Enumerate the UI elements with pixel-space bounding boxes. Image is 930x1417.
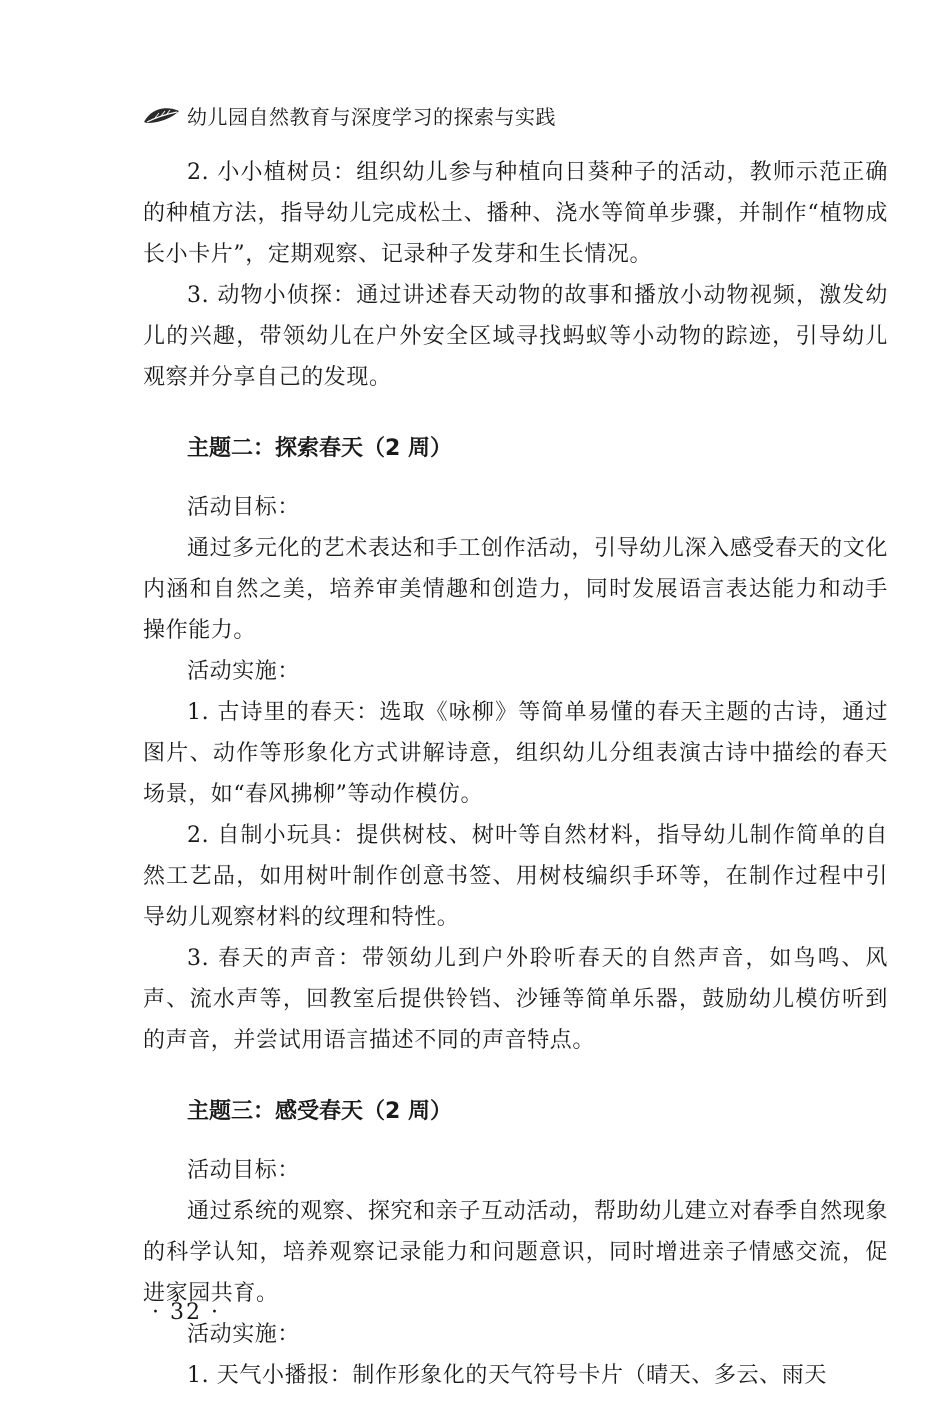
paragraph: 通过多元化的艺术表达和手工创作活动，引导幼儿深入感受春天的文化内涵和自然之美，培养审美情趣和创造力，同时发展语言表达能力和动手操作能力。	[143, 536, 888, 643]
paragraph: 1. 天气小播报：制作形象化的天气符号卡片（晴天、多云、雨天	[187, 1363, 827, 1388]
paragraph: 通过系统的观察、探究和亲子互动活动，帮助幼儿建立对春季自然现象的科学认知，培养观察记录能力和问题意识，同时增进亲子情感交流，促进家园共育。	[143, 1199, 888, 1306]
paragraph: 1. 古诗里的春天：选取《咏柳》等简单易懂的春天主题的古诗，通过图片、动作等形象化方式讲解诗意，组织幼儿分组表演古诗中描绘的春天场景，如“春风拂柳”等动作模仿。	[143, 700, 888, 807]
paragraph: 2. 自制小玩具：提供树枝、树叶等自然材料，指导幼儿制作简单的自然工艺品，如用树叶制作创意书签、用树枝编织手环等，在制作过程中引导幼儿观察材料的纹理和特性。	[143, 823, 888, 930]
paragraph: 活动目标：	[187, 1158, 301, 1183]
paragraph: 2. 小小植树员：组织幼儿参与种植向日葵种子的活动，教师示范正确的种植方法，指导幼儿完成松土、播种、浇水等简单步骤，并制作“植物成长小卡片”，定期观察、记录种子发芽和生长情况。	[143, 160, 888, 267]
running-header	[143, 100, 556, 130]
paragraph: 活动实施：	[187, 1322, 301, 1347]
leaf-icon	[143, 105, 181, 125]
page-number: · 32 ·	[152, 1300, 220, 1325]
paragraph: 3. 动物小侦探：通过讲述春天动物的故事和播放小动物视频，激发幼儿的兴趣，带领幼儿在户外安全区域寻找蚂蚁等小动物的踪迹，引导幼儿观察并分享自己的发现。	[143, 283, 888, 390]
header-title: 幼儿园自然教育与深度学习的探索与实践	[187, 104, 556, 129]
section-heading: 主题二：探索春天（2 周）	[187, 436, 452, 461]
section-heading: 主题三：感受春天（2 周）	[187, 1099, 452, 1124]
paragraph: 3. 春天的声音：带领幼儿到户外聆听春天的自然声音，如鸟鸣、风声、流水声等，回教室后提供铃铛、沙锤等简单乐器，鼓励幼儿模仿听到的声音，并尝试用语言描述不同的声音特点。	[143, 946, 888, 1053]
body-text	[143, 152, 888, 1396]
paragraph: 活动实施：	[187, 659, 301, 684]
paragraph: 活动目标：	[187, 495, 301, 520]
